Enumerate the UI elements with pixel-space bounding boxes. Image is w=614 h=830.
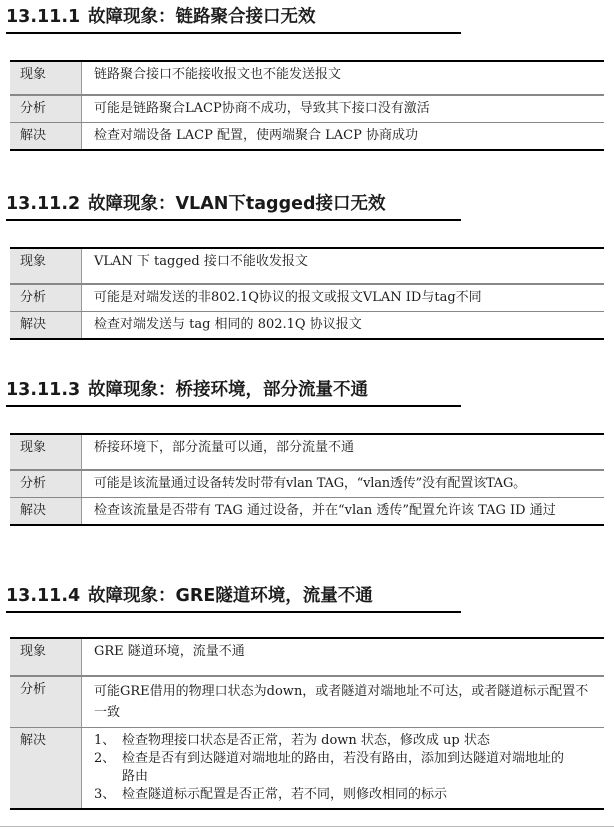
row-text: 检查对端设备 LACP 配置，使两端聚合 LACP 协商成功: [94, 128, 418, 143]
section-heading-3: [6, 377, 461, 407]
row-text: 桥接环境下，部分流量可以通，部分流量不通: [94, 440, 355, 455]
row-label: 现象: [10, 62, 82, 94]
row-label: 解决: [10, 312, 82, 338]
row-text: 检查该流量是否带有 TAG 通过设备，并在“vlan 透传”配置允许该 TAG ID 通过: [94, 503, 556, 518]
table-row: [10, 122, 604, 149]
step-number: 3、: [94, 787, 116, 802]
steps-list: [94, 732, 596, 804]
row-label: 分析: [10, 471, 82, 497]
section-number: 13.11.3: [6, 380, 81, 400]
section-number: 13.11.2: [6, 194, 81, 214]
section-heading-1: [6, 4, 461, 34]
row-text: 可能GRE借用的物理口状态为down，或者隧道对端地址不可达，或者隧道标示配置不一致: [94, 684, 589, 720]
troubleshoot-table-4: [10, 637, 604, 810]
page-bottom-divider: [0, 826, 614, 827]
section-title: 故障现象：桥接环境，部分流量不通: [88, 380, 368, 400]
row-label: 现象: [10, 639, 82, 675]
row-text: 可能是链路聚合LACP协商不成功，导致其下接口没有激活: [94, 101, 430, 116]
row-label: 解决: [10, 728, 82, 808]
table-row: [10, 497, 604, 524]
table-row: [10, 62, 604, 95]
step-text: 检查是否有到达隧道对端地址的路由，若没有路由，添加到达隧道对端地址的路由: [122, 751, 565, 784]
table-row: [10, 639, 604, 676]
section-title: 故障现象：VLAN下tagged接口无效: [88, 194, 386, 214]
row-text: VLAN 下 tagged 接口不能收发报文: [94, 254, 308, 269]
table-row: [10, 311, 604, 338]
table-row: [10, 470, 604, 497]
row-label: 分析: [10, 96, 82, 122]
list-item: [94, 786, 596, 804]
table-row: [10, 435, 604, 470]
row-text: GRE 隧道环境，流量不通: [94, 644, 245, 659]
row-label: 分析: [10, 677, 82, 727]
row-steps: [82, 728, 604, 808]
row-label: 分析: [10, 285, 82, 311]
row-text: 可能是该流量通过设备转发时带有vlan TAG，“vlan透传”没有配置该TAG。: [94, 476, 526, 491]
list-item: [94, 732, 596, 750]
row-label: 解决: [10, 123, 82, 149]
section-number: 13.11.4: [6, 586, 81, 606]
step-text: 检查隧道标示配置是否正常，若不同，则修改相同的标示: [122, 787, 448, 802]
row-label: 解决: [10, 498, 82, 524]
list-item: [94, 750, 596, 786]
table-row: [10, 249, 604, 284]
row-label: 现象: [10, 435, 82, 469]
row-label: 现象: [10, 249, 82, 283]
section-number: 13.11.1: [6, 7, 81, 27]
table-row: [10, 284, 604, 311]
section-title: 故障现象：链路聚合接口无效: [88, 7, 316, 27]
step-number: 2、: [94, 751, 116, 766]
table-row: [10, 727, 604, 808]
troubleshoot-table-2: [10, 247, 604, 340]
row-text: 检查对端发送与 tag 相同的 802.1Q 协议报文: [94, 317, 362, 332]
table-row: [10, 676, 604, 727]
step-number: 1、: [94, 733, 116, 748]
step-text: 检查物理接口状态是否正常，若为 down 状态，修改成 up 状态: [122, 733, 490, 748]
row-text: 链路聚合接口不能接收报文也不能发送报文: [94, 67, 342, 82]
troubleshoot-table-3: [10, 433, 604, 526]
section-title: 故障现象：GRE隧道环境，流量不通: [88, 586, 373, 606]
row-text: 可能是对端发送的非802.1Q协议的报文或报文VLAN ID与tag不同: [94, 290, 482, 305]
section-heading-2: [6, 191, 461, 221]
section-heading-4: [6, 583, 461, 613]
troubleshoot-table-1: [10, 60, 604, 151]
table-row: [10, 95, 604, 122]
